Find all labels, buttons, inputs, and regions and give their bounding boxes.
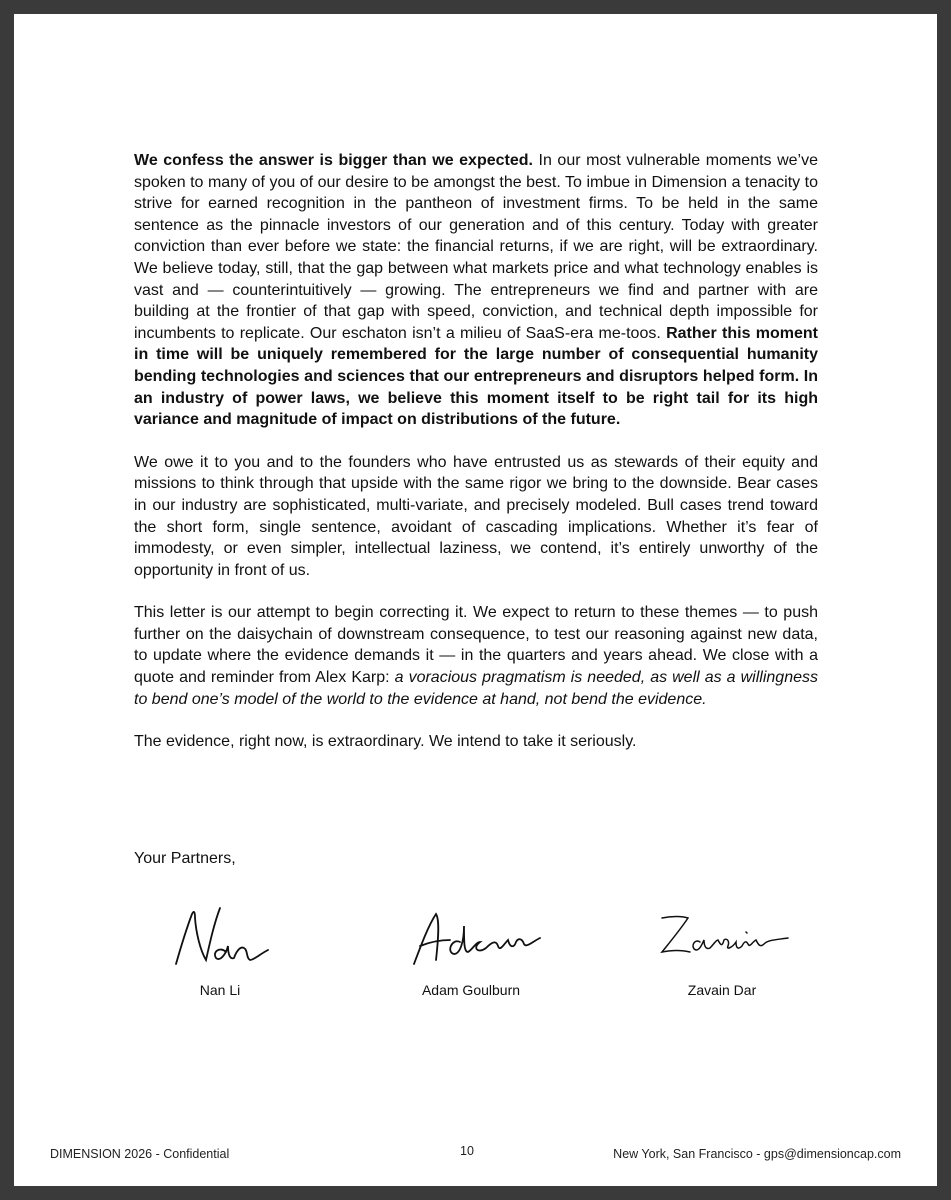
closing-line: Your Partners, (134, 850, 236, 867)
document-page (14, 14, 937, 1186)
signer-name-adam: Adam Goulburn (421, 982, 521, 998)
signature-adam (406, 908, 546, 972)
karp-quote: a voracious pragmatism is needed, as well as a willingness to bend one’s model of the world to the evidence at hand, not bend the evidence. (134, 669, 818, 708)
paragraph-4: The evidence, right now, is extraordinary. We intend to take it seriously. (134, 733, 637, 751)
paragraph-3 (134, 602, 818, 710)
paragraph-1 (134, 150, 818, 431)
paragraph-2: We owe it to you and to the founders who have entrusted us as stewards of their equity and missions to think through that upside with the same rigor we bring to the downside. Bear cases in our industry are sophisticated, multi-variate, and precisely modeled. Bull cases trend toward the short form, single sentence, avoidant of cascading implications. Whether it’s fear of immodesty, or even simpler, intellectual laziness, we contend, it’s entirely unworthy of the opportunity in front of us. (134, 453, 818, 579)
signer-name-nan: Nan Li (199, 982, 241, 998)
letter-body (134, 150, 818, 774)
paragraph-3-text: This letter is our attempt to begin correcting it. We expect to return to these themes — to push further on the daisychain of downstream consequence, to test our reasoning against new data, to update where the evidence demands it — in the quarters and years ahead. We close with a quote and reminder from Alex Karp: (134, 604, 818, 687)
signer-name-zavain: Zavain Dar (687, 982, 757, 998)
signature-nan (164, 902, 284, 972)
paragraph-1-text: In our most vulnerable moments we’ve spoken to many of you of our desire to be amongst the best. To imbue in Dimension a tenacity to strive for earned recognition in the pantheon of investment firms. To be held in the same sentence as the pinnacle investors of our generation and of this century. Today with greater conviction than ever before we state: the financial returns, if we are right, will be extraordinary. We believe today, still, that the gap between what markets price and what technology enables is vast and — counterintuitively — growing. The entrepreneurs we find and partner with are building at the frontier of that gap with speed, conviction, and technical depth impossible for incumbents to replicate. Our eschaton isn’t a milieu of SaaS-era me-toos. (134, 152, 819, 342)
footer-left: DIMENSION 2026 - Confidential (50, 1147, 230, 1161)
paragraph-1-tail: Rather this moment in time will be uniquely remembered for the large number of consequential humanity bending technologies and sciences that our entrepreneurs and disruptors helped form. In an industry of power laws, we believe this moment itself to be right tail for its high variance and magnitude of impact on distributions of the future. (134, 324, 818, 429)
page-number: 10 (460, 1144, 474, 1158)
footer-right: New York, San Francisco - gps@dimensioncap.com (613, 1147, 901, 1161)
paragraph-1-lead: We confess the answer is bigger than we expected. (134, 152, 533, 169)
signature-zavain (654, 910, 794, 960)
